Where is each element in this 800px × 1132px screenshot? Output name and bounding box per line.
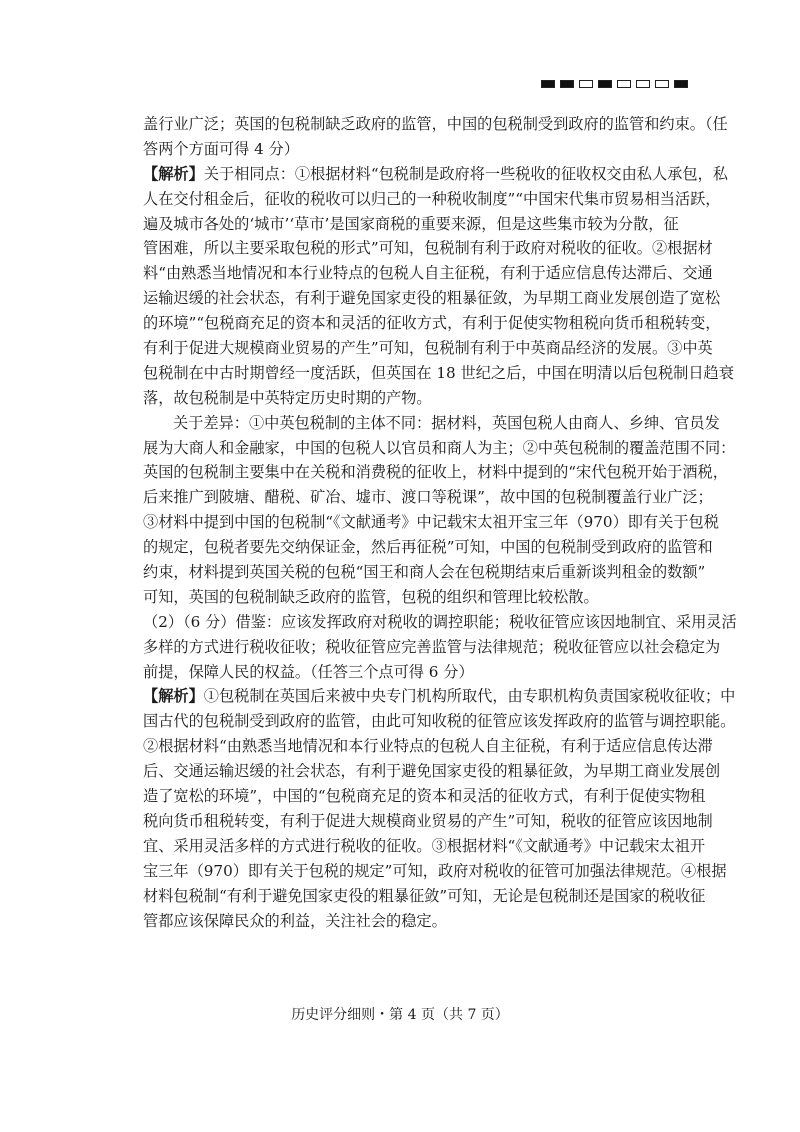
line-text: 税向货币租税转变，有利于促进大规模商业贸易的产生”可知，税收的征管应该因地制 [143,811,713,830]
text-line [143,286,721,311]
empty-square-mark [579,80,593,88]
empty-square-mark [655,80,669,88]
header-marks [541,80,688,88]
text-line [143,660,668,685]
line-text: 多样的方式进行税收征收；税收征管应完善监管与法律规范；税收征管应以社会稳定为 [143,637,721,656]
text-line [143,784,706,809]
line-text: 后、交通运输迟缓的社会状态，有利于避免国家吏役的粗暴征敛，为早期工商业发展创 [143,762,721,781]
empty-square-mark [617,80,631,88]
line-text: 管都应该保障民众的利益，关注社会的稳定。 [143,911,447,930]
line-text: 的规定，包税者要先交纳保证金，然后再征税”可知，中国的包税制受到政府的监管和 [143,538,713,557]
line-text: （2）（6 分）借鉴：应该发挥政府对税收的调控职能；税收征管应该因地制宜、采用灵活 [143,612,737,631]
line-text: 材料包税制“有利于避免国家吏役的粗暴征敛”可知，无论是包税制还是国家的税收征 [143,886,706,905]
empty-square-mark [636,80,650,88]
text-line [143,336,713,361]
text-line [143,436,736,461]
line-text: 英国的包税制主要集中在关税和消费税的征收上，材料中提到的“宋代包税开始于酒税， [143,463,728,482]
text-line [143,610,737,635]
line-text: 运输迟缓的社会状态，有利于避免国家吏役的粗暴征敛，为早期工商业发展创造了宽松 [143,289,721,308]
line-text: 盖行业广泛；英国的包税制缺乏政府的监管，中国的包税制受到政府的监管和约束。（任 [143,115,728,133]
filled-square-mark [674,80,688,88]
line-text: ③材料中提到中国的包税制“《文献通考》中记载宋太祖开宝三年（970）即有关于包税 [143,513,719,532]
text-line [143,809,713,834]
line-text: 展为大商人和金融家，中国的包税人以官员和商人为主；②中英包税制的覆盖范围不同： [143,438,736,457]
text-line [143,560,706,585]
line-text: 料“由熟悉当地情况和本行业特点的包税人自主征税，有利于适应信息传达滞后、交通 [143,264,713,283]
filled-square-mark [541,80,555,88]
filled-square-mark [598,80,612,88]
text-line [143,411,720,436]
text-line [143,535,713,560]
text-line [143,585,668,610]
text-line [143,236,713,261]
line-text: 管困难，所以主要采取包税的形式”可知，包税制有利于政府对税收的征收。②根据材 [143,239,713,258]
line-text: 包税制在中古时期曾经一度活跃，但英国在 18 世纪之后，中国在明清以后包税制日趋衰 [143,363,734,382]
page-footer: 历史评分细则・第 4 页（共 7 页） [291,1007,509,1023]
text-line [143,834,706,859]
line-text: 可知，英国的包税制缺乏政府的监管，包税的组织和管理比较松散。 [143,587,599,606]
text-line [143,212,679,237]
text-line [143,112,728,137]
text-line [143,859,727,884]
line-text: 答两个方面可得 4 分） [143,139,300,158]
text-line [143,386,668,411]
line-text: 的环境”“包税商充足的资本和灵活的征收方式，有利于促使实物租税向货币租税转变， [143,314,721,333]
line-text: 宜、采用灵活多样的方式进行税收的征收。③根据材料“《文献通考》中记载宋太祖开 [143,836,706,855]
line-text: 前提，保障人民的权益。（任答三个点可得 6 分） [143,662,474,681]
line-text: 后来推广到陂塘、醋税、矿冶、墟市、渡口等税课”，故中国的包税制覆盖行业广泛； [143,488,713,507]
line-text: ①包税制在英国后来被中央专门机构所取代，由专职机构负责国家税收征收；中 [203,687,736,706]
text-line [143,261,713,286]
text-line [143,460,728,485]
text-line [143,684,736,709]
analysis-tag: 【解析】 [143,687,204,706]
text-line [143,734,713,759]
text-line [143,485,713,510]
line-text: 国古代的包税制受到政府的监管，由此可知收税的征管应该发挥政府的监管与调控职能。 [143,712,736,731]
text-line [143,137,668,162]
text-line [143,709,736,734]
line-text: 落，故包税制是中英特定历史时期的产物。 [143,388,432,407]
line-text: 宝三年（970）即有关于包税的规定”可知，政府对税收的征管可加强法律规范。④根据 [143,861,727,880]
line-text: 关于差异：①中英包税制的主体不同：据材料，英国包税人由商人、乡绅、官员发 [173,413,720,432]
text-line [143,187,721,212]
line-text: 遍及城市各处的‘城市’‘草市’是国家商税的重要来源，但是这些集市较为分散，征 [143,214,679,233]
line-text: ②根据材料“由熟悉当地情况和本行业特点的包税人自主征税，有利于适应信息传达滞 [143,737,713,756]
text-line [143,311,721,336]
line-text: 有利于促进大规模商业贸易的产生”可知，包税制有利于中英商品经济的发展。③中英 [143,339,713,358]
text-line [143,884,706,909]
text-line [143,635,721,660]
text-line [143,759,721,784]
text-line [143,909,668,934]
text-line [143,162,728,187]
line-text: 造了宽松的环境”，中国的“包税商充足的资本和灵活的征收方式，有利于促使实物租 [143,787,706,806]
analysis-tag: 【解析】 [143,164,204,183]
text-line [143,361,734,386]
line-text: 约束，材料提到英国关税的包税“国王和商人会在包税期结束后重新谈判租金的数额” [143,563,706,582]
line-text: 关于相同点：①根据材料“包税制是政府将一些税收的征收权交由私人承包，私 [203,164,728,183]
text-line [143,510,719,535]
document-body [143,112,737,933]
line-text: 人在交付租金后，征收的税收可以归己的一种税收制度”“中国宋代集市贸易相当活跃， [143,189,721,208]
filled-square-mark [560,80,574,88]
